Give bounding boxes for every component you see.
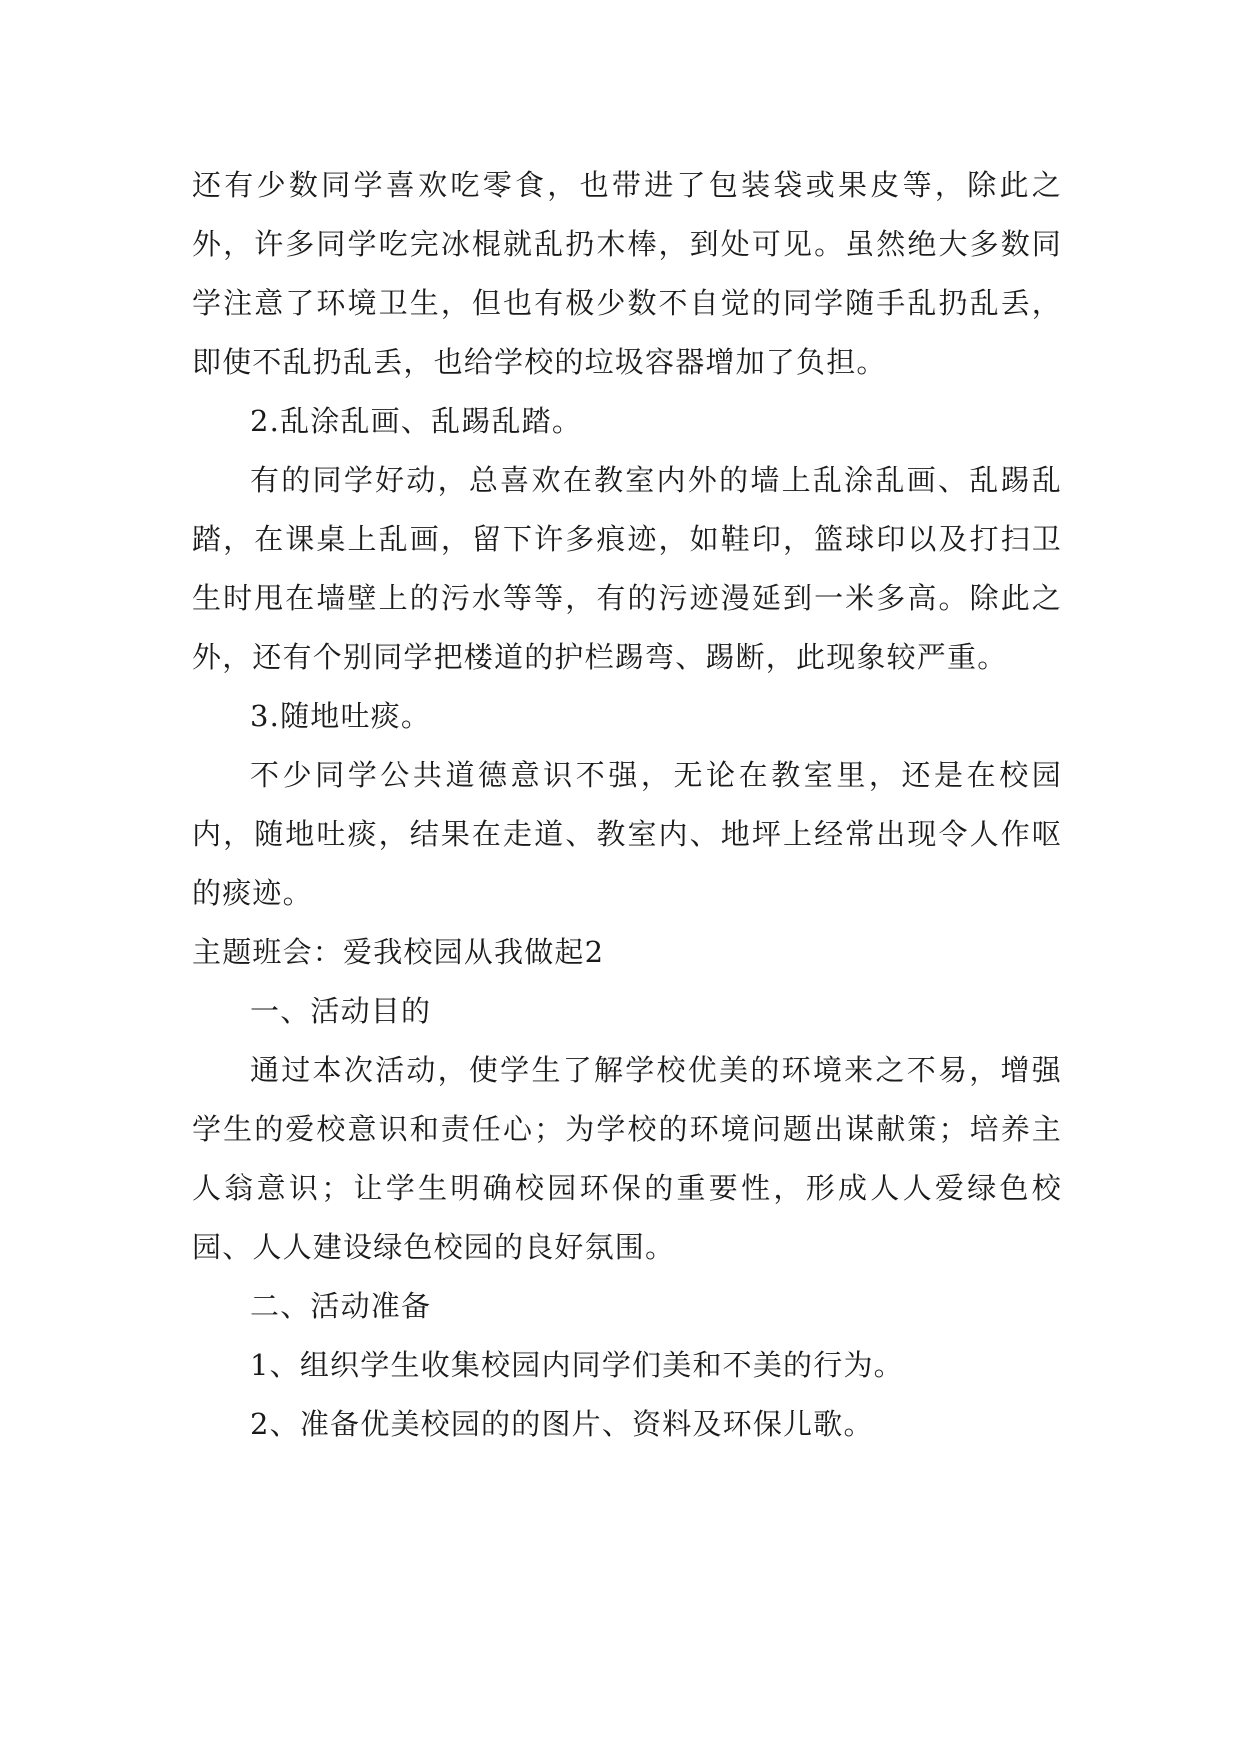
- heading-graffiti: 2.乱涂乱画、乱踢乱踏。: [250, 404, 583, 438]
- list-item-prep-2: 2、准备优美校园的的图片、资料及环保儿歌。: [250, 1407, 874, 1441]
- paragraph-activity-goal: 通过本次活动，使学生了解学校优美的环境来之不易，增强学生的爱校意识和责任心；为学校的环境问题出谋献策；培养主人翁意识；让学生明确校园环保的重要性，形成人人爱绿色校园、人人建设绿色校园的良好氛围。: [192, 1053, 1062, 1264]
- list-item-prep-1: 1、组织学生收集校园内同学们美和不美的行为。: [250, 1348, 904, 1382]
- heading-activity-goal: 一、活动目的: [250, 994, 432, 1028]
- document-body: [192, 156, 1062, 1454]
- heading-activity-prep: 二、活动准备: [250, 1289, 432, 1323]
- heading-spitting: 3.随地吐痰。: [250, 699, 432, 733]
- paragraph-spitting: 不少同学公共道德意识不强，无论在教室里，还是在校园内，随地吐痰，结果在走道、教室内、地坪上经常出现令人作呕的痰迹。: [192, 758, 1062, 910]
- paragraph-litter: 还有少数同学喜欢吃零食，也带进了包装袋或果皮等，除此之外，许多同学吃完冰棍就乱扔木棒，到处可见。虽然绝大多数同学注意了环境卫生，但也有极少数不自觉的同学随手乱扔乱丢，即使不乱扔乱丢，也给学校的垃圾容器增加了负担。: [192, 168, 1062, 379]
- section-title: 主题班会：爱我校园从我做起2: [192, 935, 605, 969]
- paragraph-graffiti: 有的同学好动，总喜欢在教室内外的墙上乱涂乱画、乱踢乱踏，在课桌上乱画，留下许多痕迹，如鞋印，篮球印以及打扫卫生时甩在墙壁上的污水等等，有的污迹漫延到一米多高。除此之外，还有个别同学把楼道的护栏踢弯、踢断，此现象较严重。: [192, 463, 1062, 674]
